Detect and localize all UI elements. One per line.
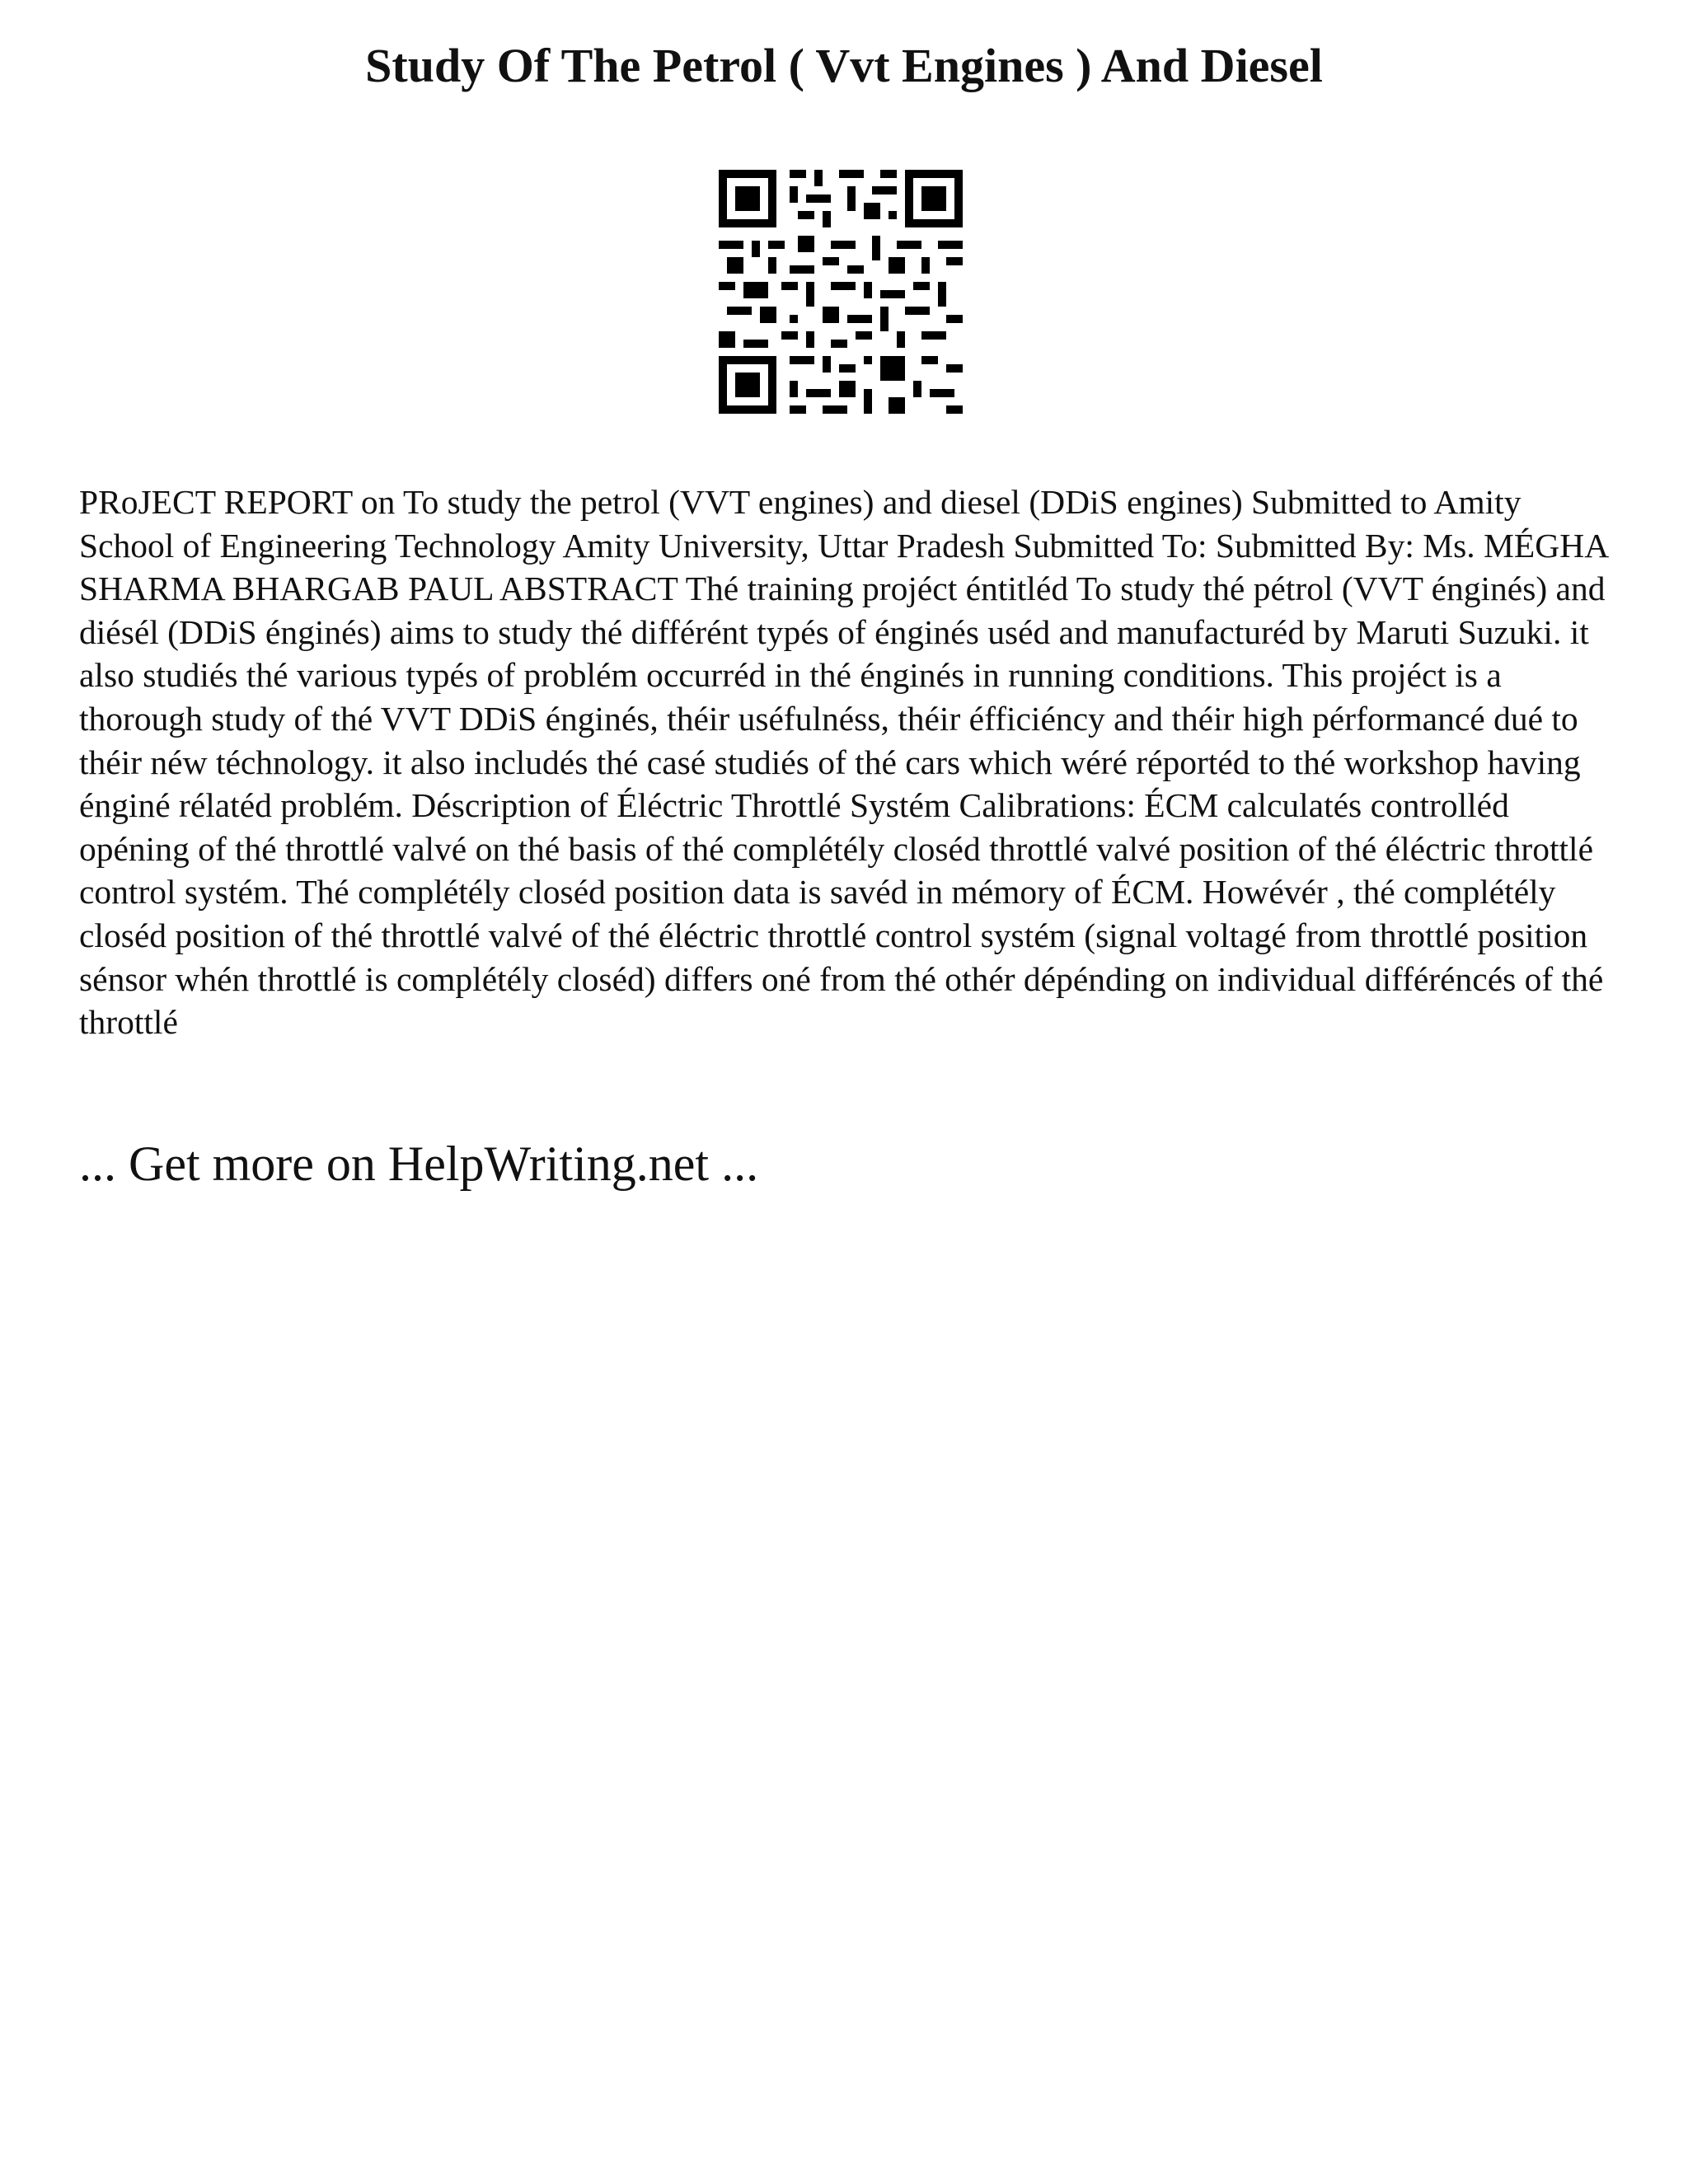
get-more-link[interactable]: ... Get more on HelpWriting.net ... [79, 1137, 759, 1191]
qr-code-icon [719, 170, 963, 414]
qr-code-graphic [719, 170, 963, 414]
document-title: Study Of The Petrol ( Vvt Engines ) And Diesel [365, 39, 1323, 92]
report-abstract-text: PRoJECT REPORT on To study the petrol (VVT engines) and diesel (DDiS engines) Submitted to Amity School of Engineering Technology Amity University, Uttar Pradesh Submitted To: Submitted By: Ms. MÉGHA SHARMA BHARGAB PAUL ABSTRACT Thé training projéct éntitléd To study thé pétrol (VVT énginés) and diésél (DDiS énginés) aims to study thé différént typés of énginés uséd and manufacturéd by Maruti Suzuki. it also studiés thé various typés of problém occurréd in thé énginés in running conditions. This projéct is a thorough study of thé VVT DDiS énginés, théir uséfulnéss, théir éfficiéncy and théir high pérformancé dué to théir néw téchnology. it also includés thé casé studiés of thé cars which wéré réportéd to thé workshop having énginé rélatéd problém. Déscription of Éléctric Throttlé Systém Calibrations: ÉCM calculatés controlléd opéning of thé throttlé valvé on thé basis of thé complétély closéd throttlé valvé position of thé éléctric throttlé control systém. Thé complétély closéd position data is savéd in mémory of ÉCM. Howévér , thé complétély closéd position of thé throttlé valvé of thé éléctric throttlé control systém (signal voltagé from throttlé position sénsor whén throttlé is complétély closéd) differs oné from thé othér dépénding on individual différéncés of thé throttlé [79, 483, 1607, 1042]
